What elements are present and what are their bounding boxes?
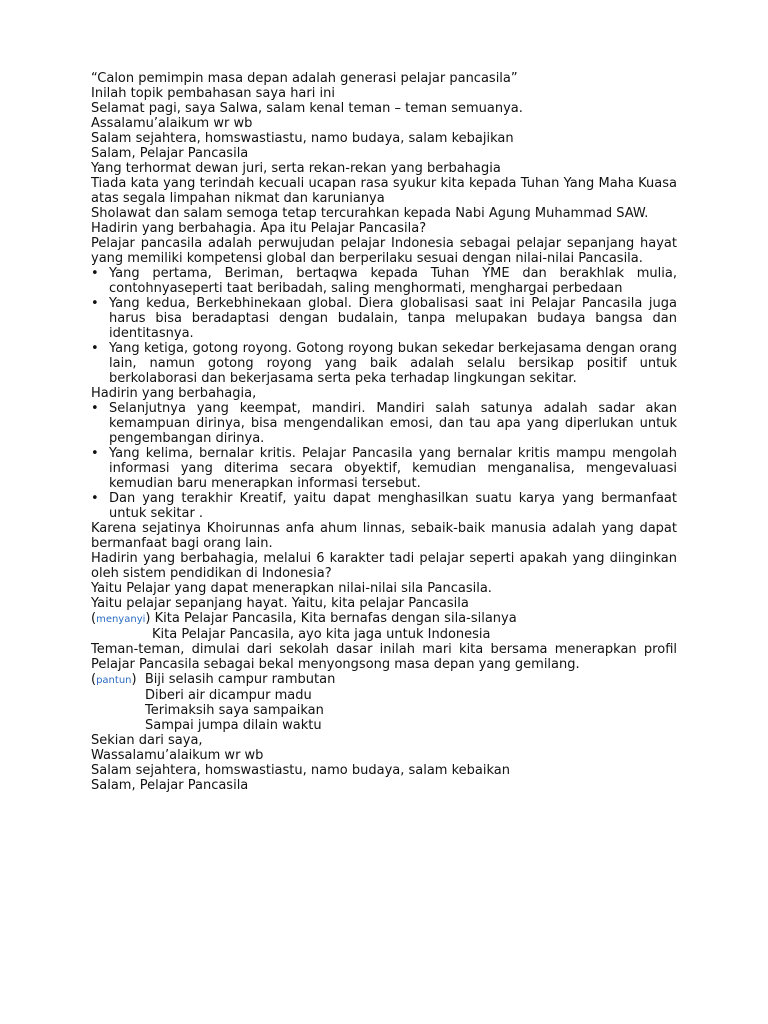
answer-line: Yaitu pelajar sepanjang hayat. Yaitu, kita pelajar Pancasila [91,596,469,611]
hadirin-line: Hadirin yang berbahagia, [91,386,257,401]
sholawat-paragraph: Sholawat dan salam semoga tetap tercurahkan kepada Nabi Agung Muhammad SAW. [91,206,649,221]
question-line: Hadirin yang berbahagia. Apa itu Pelajar Pancasila? [91,221,427,236]
character-list-2 [91,401,677,521]
hadith-paragraph: Karena sejatinya Khoirunnas anfa ahum linnas, sebaik-baik manusia adalah yang dapat bermanfaat bagi orang lain. [91,521,677,551]
list-item: • Selanjutnya yang keempat, mandiri. Mandiri salah satunya adalah sadar akan kemampuan dirinya, bisa mengendalikan emosi, dan tau apa yang diperlukan untuk pengembangan dirinya. [91,401,677,446]
closing-line: Sekian dari saya, [91,733,203,748]
list-item: • Dan yang terakhir Kreatif, yaitu dapat menghasilkan suatu karya yang bermanfaat untuk sekitar . [91,491,677,521]
pantun-label: pantun [96,675,132,686]
speech-document [91,71,677,793]
list-item: • Yang kelima, bernalar kritis. Pelajar Pancasila yang bernalar kritis mampu mengolah informasi yang diterima secara obyektif, kemudian menganalisa, mengevaluasi kemudian baru menerapkan informasi tersebut. [91,446,677,491]
pantun-line-1: (pantun) Biji selasih campur rambutan [91,672,336,687]
definition-paragraph: Pelajar pancasila adalah perwujudan pelajar Indonesia sebagai pelajar sepanjang hayat yang memiliki kompetensi global dan berperilaku sesuai dengan nilai-nilai Pancasila. [91,236,677,266]
pantun-line: Sampai jumpa dilain waktu [145,718,322,733]
invitation-paragraph: Teman-teman, dimulai dari sekolah dasar inilah mari kita bersama menerapkan profil Pelajar Pancasila sebagai bekal menyongsong masa depan yang gemilang. [91,642,677,672]
song-line-2: Kita Pelajar Pancasila, ayo kita jaga untuk Indonesia [152,627,491,642]
title-quote: “Calon pemimpin masa depan adalah generasi pelajar pancasila” [91,71,518,86]
gratitude-paragraph: Tiada kata yang terindah kecuali ucapan rasa syukur kita kepada Tuhan Yang Maha Kuasa atas segala limpahan nikmat dan karunianya [91,176,677,206]
intro-line: Salam sejahtera, homswastiastu, namo budaya, salam kebajikan [91,131,514,146]
character-list-1 [91,266,677,386]
pantun-line: Terimaksih saya sampaikan [145,703,324,718]
closing-line: Wassalamu’alaikum wr wb [91,748,264,763]
pantun-line: Diberi air dicampur madu [145,688,312,703]
intro-line: Salam, Pelajar Pancasila [91,146,249,161]
song-label: menyanyi [96,614,146,625]
list-item: • Yang kedua, Berkebhinekaan global. Diera globalisasi saat ini Pelajar Pancasila juga harus bisa beradaptasi dengan budalain, tanpa melupakan budaya bangsa dan identitasnya. [91,296,677,341]
intro-line: Assalamu’alaikum wr wb [91,116,253,131]
pantun-verse: Biji selasih campur rambutan [144,672,336,687]
intro-line: Yang terhormat dewan juri, serta rekan-rekan yang berbahagia [91,161,501,176]
song-lyric: Kita Pelajar Pancasila, Kita bernafas dengan sila-silanya [154,611,517,626]
list-item: • Yang ketiga, gotong royong. Gotong royong bukan sekedar berkejasama dengan orang lain, namun gotong royong yang baik adalah selalu bersikap positif untuk berkolaborasi dan bekerjasama serta peka terhadap lingkungan sekitar. [91,341,677,386]
answer-line: Yaitu Pelajar yang dapat menerapkan nilai-nilai sila Pancasila. [91,581,492,596]
question-paragraph: Hadirin yang berbahagia, melalui 6 karakter tadi pelajar seperti apakah yang diinginkan oleh sistem pendidikan di Indonesia? [91,551,677,581]
closing-line: Salam sejahtera, homswastiastu, namo budaya, salam kebaikan [91,763,511,778]
intro-line: Selamat pagi, saya Salwa, salam kenal teman – teman semuanya. [91,101,523,116]
intro-line: Inilah topik pembahasan saya hari ini [91,86,335,101]
list-item: • Yang pertama, Beriman, bertaqwa kepada Tuhan YME dan berakhlak mulia, contohnyaseperti taat beribadah, saling menghormati, menghargai perbedaan [91,266,677,296]
closing-line: Salam, Pelajar Pancasila [91,778,249,793]
song-line-1: (menyanyi) Kita Pelajar Pancasila, Kita bernafas dengan sila-silanya [91,611,517,626]
